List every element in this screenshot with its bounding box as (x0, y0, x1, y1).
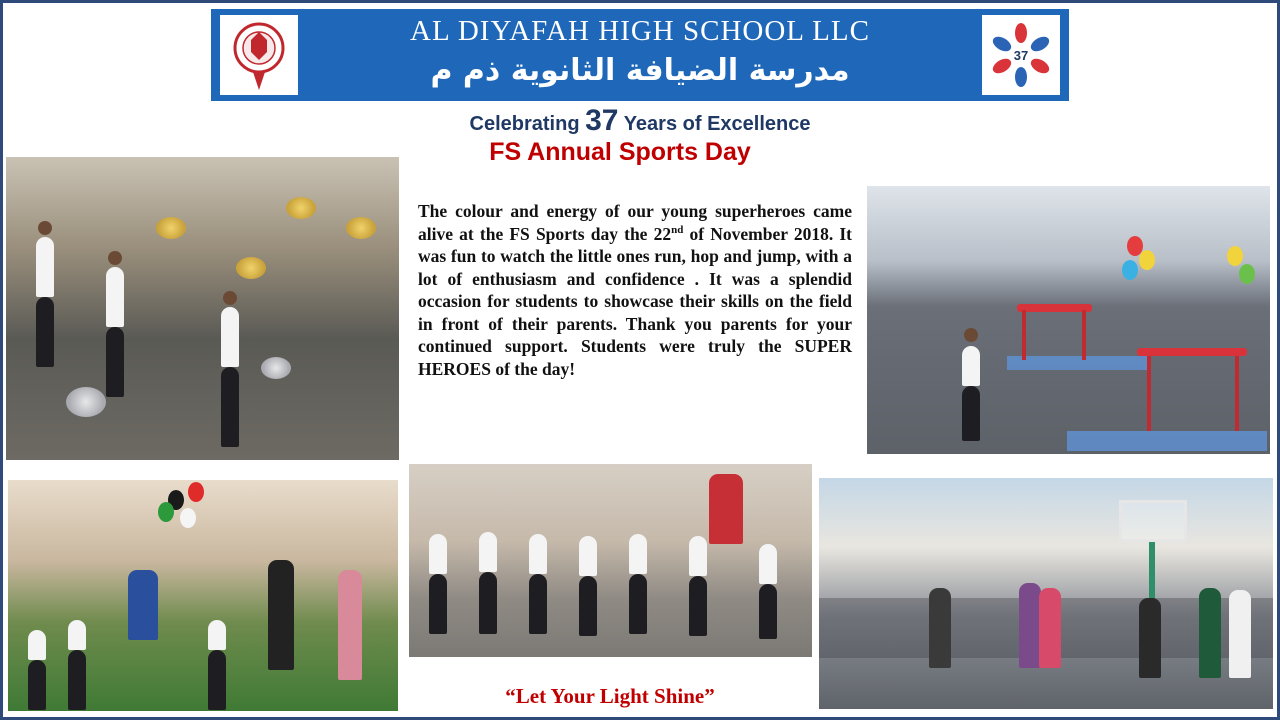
school-crest-logo (220, 15, 298, 95)
anniversary-number: 37 (1013, 48, 1029, 63)
celebrating-prefix: Celebrating (469, 113, 580, 135)
photo-saluting-kids (409, 464, 812, 657)
school-motto: “Let Your Light Shine” (505, 684, 715, 708)
photo-parents-race (819, 478, 1273, 709)
school-name-arabic: مدرسة الضيافة الثانوية ذم م (430, 53, 850, 88)
school-name-english: AL DIYAFAH HIGH SCHOOL LLC (410, 15, 870, 47)
event-title: FS Annual Sports Day (489, 138, 751, 166)
celebrating-tagline (0, 104, 1280, 138)
photo-cheering-kids (6, 157, 399, 460)
article-part-2: of November 2018. It was fun to watch the little ones run, hop and jump, with a lot of enthusiasm and confidence . It was a splendid occasion for students to showcase their skills on the field in front of their parents. Thank you parents for your continued support. Students were truly the SUPER HEROES of the day! (418, 223, 852, 379)
photo-obstacle-race (867, 186, 1270, 454)
article-text (418, 200, 852, 380)
celebrating-suffix: Years of Excellence (623, 113, 811, 135)
article-part-1: The colour and energy of our young superheroes came alive at the FS Sports day the 22 (418, 201, 852, 244)
photo-balloons-turf (8, 480, 398, 711)
celebrating-number: 37 (585, 104, 619, 137)
article-ordinal-suffix: nd (671, 223, 684, 236)
school-banner (211, 9, 1069, 101)
anniversary-37-logo (982, 15, 1060, 95)
